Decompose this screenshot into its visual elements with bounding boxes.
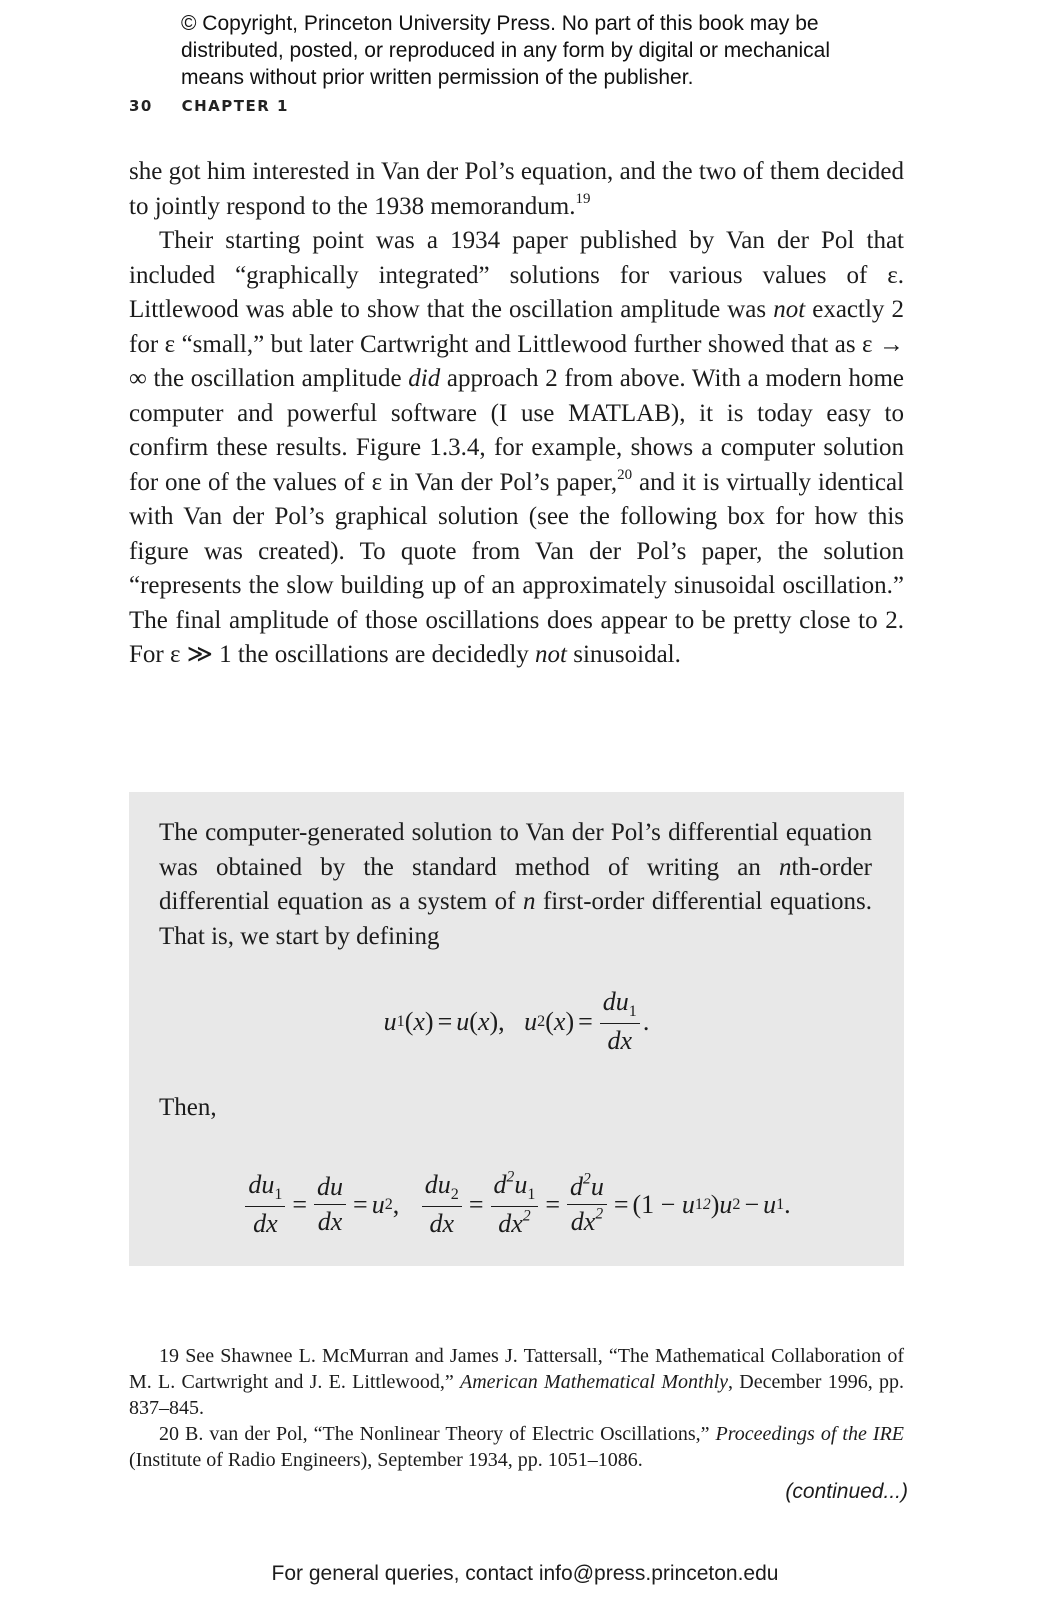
running-head bbox=[129, 97, 289, 115]
paragraph-text: and it is virtually identical with Van der Pol’s graphical solution (see the following box for how this figure was created). To quote from Van der Pol’s paper, the solution “represents the slow building up of an approximately sinusoidal oscillation.” The final amplitude of those oscillations does appear to be pretty close to 2. For ε ≫ 1 the oscillations are decidedly bbox=[129, 468, 904, 668]
box-text-part: first-order differential equations. That is, we start by defining bbox=[159, 888, 872, 950]
chapter-label: CHAPTER 1 bbox=[181, 97, 289, 115]
paragraph-1 bbox=[129, 155, 904, 224]
emphasis: not bbox=[773, 296, 806, 323]
paragraph-text: sinusoidal. bbox=[566, 641, 681, 668]
paragraph-text: exactly 2 for ε “small,” but later Cartwright and Littlewood further showed that as ε → ∞ the oscillation amplitude bbox=[129, 296, 904, 392]
copyright-line: means without prior written permission of the publisher. bbox=[181, 66, 694, 89]
then-label: Then, bbox=[159, 1094, 217, 1121]
equation-definition: u 1 ( x ) = u ( x ) , u 2 ( x ) = $\frac{du_1}{dx}$ . bbox=[383, 987, 650, 1056]
copyright-line: © Copyright, Princeton University Press. No part of this book may be bbox=[181, 12, 819, 35]
footnote-number: 20 bbox=[159, 1423, 179, 1445]
math-variable: n bbox=[522, 888, 536, 915]
footnote-text: , December 1996, pp. 837–845. bbox=[129, 1371, 904, 1419]
copyright-notice bbox=[181, 10, 901, 91]
paragraph-text: approach 2 from above. With a modern home computer and powerful software (I use MATLAB), it is today easy to confirm these results. Figure 1.3.4, for example, shows a computer solution for one of the values of ε in Van der Pol’s paper, bbox=[129, 365, 904, 496]
footnote-19 bbox=[129, 1343, 904, 1421]
footnote-text: See Shawnee L. McMurran and James J. Tattersall, “The Mathematical Collaboration of M. L. Cartwright and J. E. Littlewood,” bbox=[129, 1345, 904, 1393]
box-text-part: The computer-generated solution to Van der Pol’s differential equation was obtained by the standard method of writing an bbox=[159, 819, 872, 881]
page-number: 30 bbox=[129, 97, 153, 115]
box-text bbox=[159, 816, 872, 954]
emphasis: did bbox=[408, 365, 441, 392]
journal-title: American Mathematical Monthly bbox=[460, 1371, 729, 1393]
footer-contact: For general queries, contact info@press.princeton.edu bbox=[271, 1562, 779, 1585]
box-text-part: th-order differential equation as a system of bbox=[159, 853, 872, 915]
equation-system: $\frac{du_1}{dx}$ = $\frac{du}{dx}$ = u 2 , $\frac{du_2}{dx}$ = $\frac{d^2u_1}{dx^2}$ = $\frac{d^2u}{dx^2}$ = (1 − u 1 2 ) u 2 − u 1 . bbox=[129, 1170, 904, 1239]
footnote-20 bbox=[129, 1421, 904, 1473]
info-box bbox=[129, 792, 904, 1266]
body-text bbox=[129, 155, 904, 673]
emphasis: not bbox=[535, 641, 567, 668]
continued-label: (continued...) bbox=[785, 1480, 908, 1503]
footnote-ref-20: 20 bbox=[617, 466, 633, 483]
footnote-text: (Institute of Radio Engineers), September 1934, pp. 1051–1086. bbox=[129, 1449, 643, 1471]
paragraph-text: she got him interested in Van der Pol’s equation, and the two of them decided to jointly respond to the 1938 memorandum. bbox=[129, 158, 904, 220]
copyright-line: distributed, posted, or reproduced in any form by digital or mechanical bbox=[181, 39, 831, 62]
footnote-ref-19: 19 bbox=[575, 190, 591, 207]
paragraph-2 bbox=[129, 224, 904, 673]
math-variable: n bbox=[778, 853, 792, 881]
paragraph-text: Their starting point was a 1934 paper published by Van der Pol that included “graphically integrated” solutions for various values of ε. Littlewood was able to show that the oscillation amplitude was bbox=[129, 227, 904, 323]
footnotes bbox=[129, 1343, 904, 1473]
footnote-text: B. van der Pol, “The Nonlinear Theory of Electric Oscillations,” bbox=[185, 1423, 716, 1445]
journal-title: Proceedings of the IRE bbox=[715, 1423, 904, 1445]
footnote-number: 19 bbox=[159, 1345, 179, 1367]
